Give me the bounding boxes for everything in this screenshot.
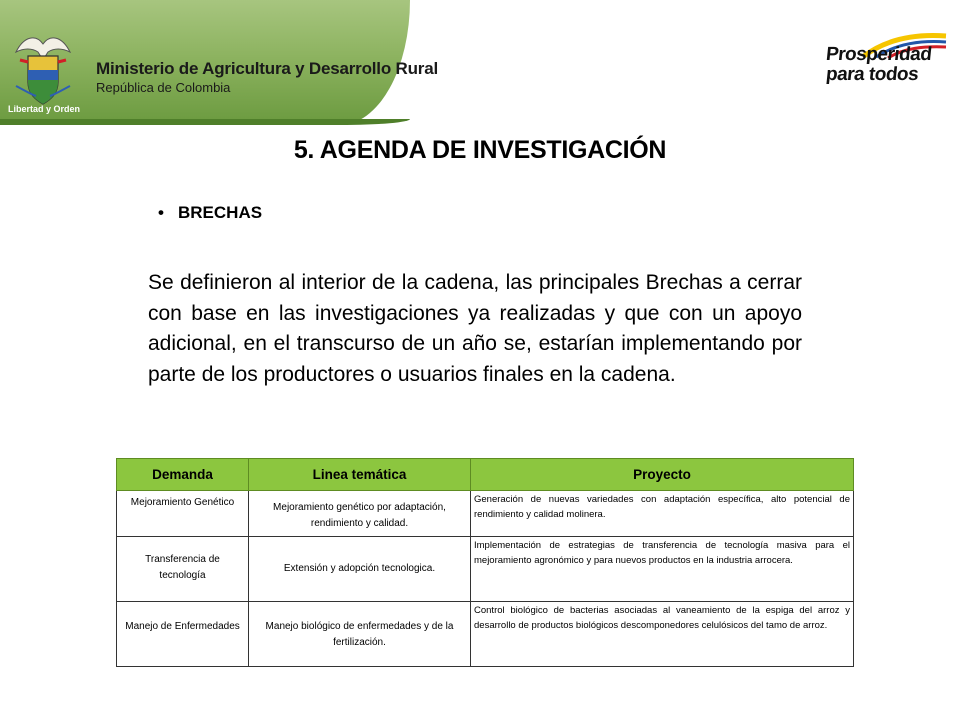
column-header-demanda: Demanda [117,459,249,491]
header-band [0,0,960,125]
body-paragraph: Se definieron al interior de la cadena, las principales Brechas a cerrar con base en las investigaciones ya realizadas y que con un apoyo adicional, en el transcurso de un año se, estarían implementando por parte de los productores o usuarios finales en la cadena. [148,271,802,386]
table-row [117,537,854,602]
coat-of-arms-icon [10,30,76,112]
cell-text: Mejoramiento genético por adaptación, rendimiento y calidad. [273,502,446,529]
cell-linea [249,491,471,537]
cell-text: Transferencia de tecnología [145,554,220,581]
slide-title: 5. AGENDA DE INVESTIGACIÓN [293,136,667,164]
cell-text: Mejoramiento Genético [130,497,235,508]
campaign-logo-line1: Prosperidad [824,44,933,65]
cell-proyecto: Implementación de estrategias de transferencia de tecnología masiva para el mejoramiento agronómico y para nuevos productos en la industria arrocera. [471,537,854,602]
bullet-dot-icon: • [158,203,164,222]
cell-proyecto: Control biológico de bacterias asociadas al vaneamiento de la espiga del arroz y desarrollo de productos biológicos descomponedores celulósicos del tamo de arroz. [471,602,854,667]
column-header-linea: Linea temática [249,459,471,491]
bullet-label: BRECHAS [178,203,263,222]
research-agenda-table [116,458,854,667]
column-header-proyecto: Proyecto [471,459,854,491]
table-header-row [117,459,854,491]
cell-linea [249,537,471,602]
cell-demanda [117,602,249,667]
cell-linea [249,602,471,667]
cell-demanda [117,491,249,537]
table-row [117,602,854,667]
cell-text: Manejo biológico de enfermedades y de la fertilización. [265,621,454,648]
cell-proyecto: Generación de nuevas variedades con adaptación específica, alto potencial de rendimiento y calidad molinera. [471,491,854,537]
republic-name: República de Colombia [96,80,231,95]
cell-text: Manejo de Enfermedades [125,621,240,632]
campaign-logo-line2: para todos [824,64,920,85]
cell-demanda [117,537,249,602]
seal-caption: Libertad y Orden [8,104,81,114]
cell-text: Extensión y adopción tecnologica. [283,563,436,574]
bullet-item [158,203,262,223]
table-row [117,491,854,537]
ministry-name: Ministerio de Agricultura y Desarrollo Rural [96,59,438,78]
